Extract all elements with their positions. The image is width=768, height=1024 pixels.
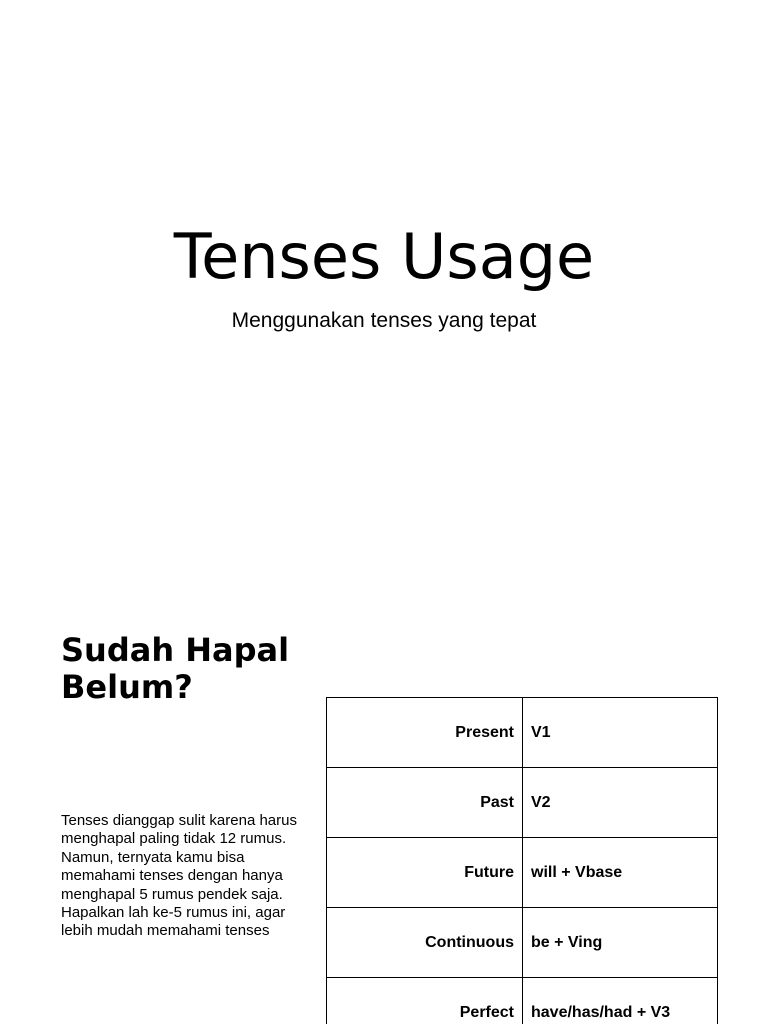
- tense-formula-table: [326, 697, 718, 1024]
- tense-formula-cell: V1: [523, 698, 718, 768]
- table-row: [327, 698, 718, 768]
- table-row: [327, 908, 718, 978]
- tense-name-cell: Past: [327, 768, 523, 838]
- tense-formula-cell: have/has/had + V3: [523, 978, 718, 1024]
- tense-formula-cell: V2: [523, 768, 718, 838]
- tense-name-cell: Future: [327, 838, 523, 908]
- page-title: Tenses Usage: [173, 220, 595, 293]
- table-row: [327, 978, 718, 1024]
- tense-name-cell: Perfect: [327, 978, 523, 1024]
- table-row: [327, 838, 718, 908]
- tense-formula-cell: will + Vbase: [523, 838, 718, 908]
- page-subtitle: Menggunakan tenses yang tepat: [231, 309, 537, 332]
- tense-name-cell: Continuous: [327, 908, 523, 978]
- tense-formula-cell: be + Ving: [523, 908, 718, 978]
- section-heading: Sudah Hapal Belum?: [61, 631, 290, 706]
- table-row: [327, 768, 718, 838]
- tense-name-cell: Present: [327, 698, 523, 768]
- body-paragraph: Tenses dianggap sulit karena harus menghapal paling tidak 12 rumus. Namun, ternyata kamu bisa memahami tenses dengan hanya menghapal 5 rumus pendek saja. Hapalkan lah ke-5 rumus ini, agar lebih mudah memahami tenses: [61, 812, 297, 940]
